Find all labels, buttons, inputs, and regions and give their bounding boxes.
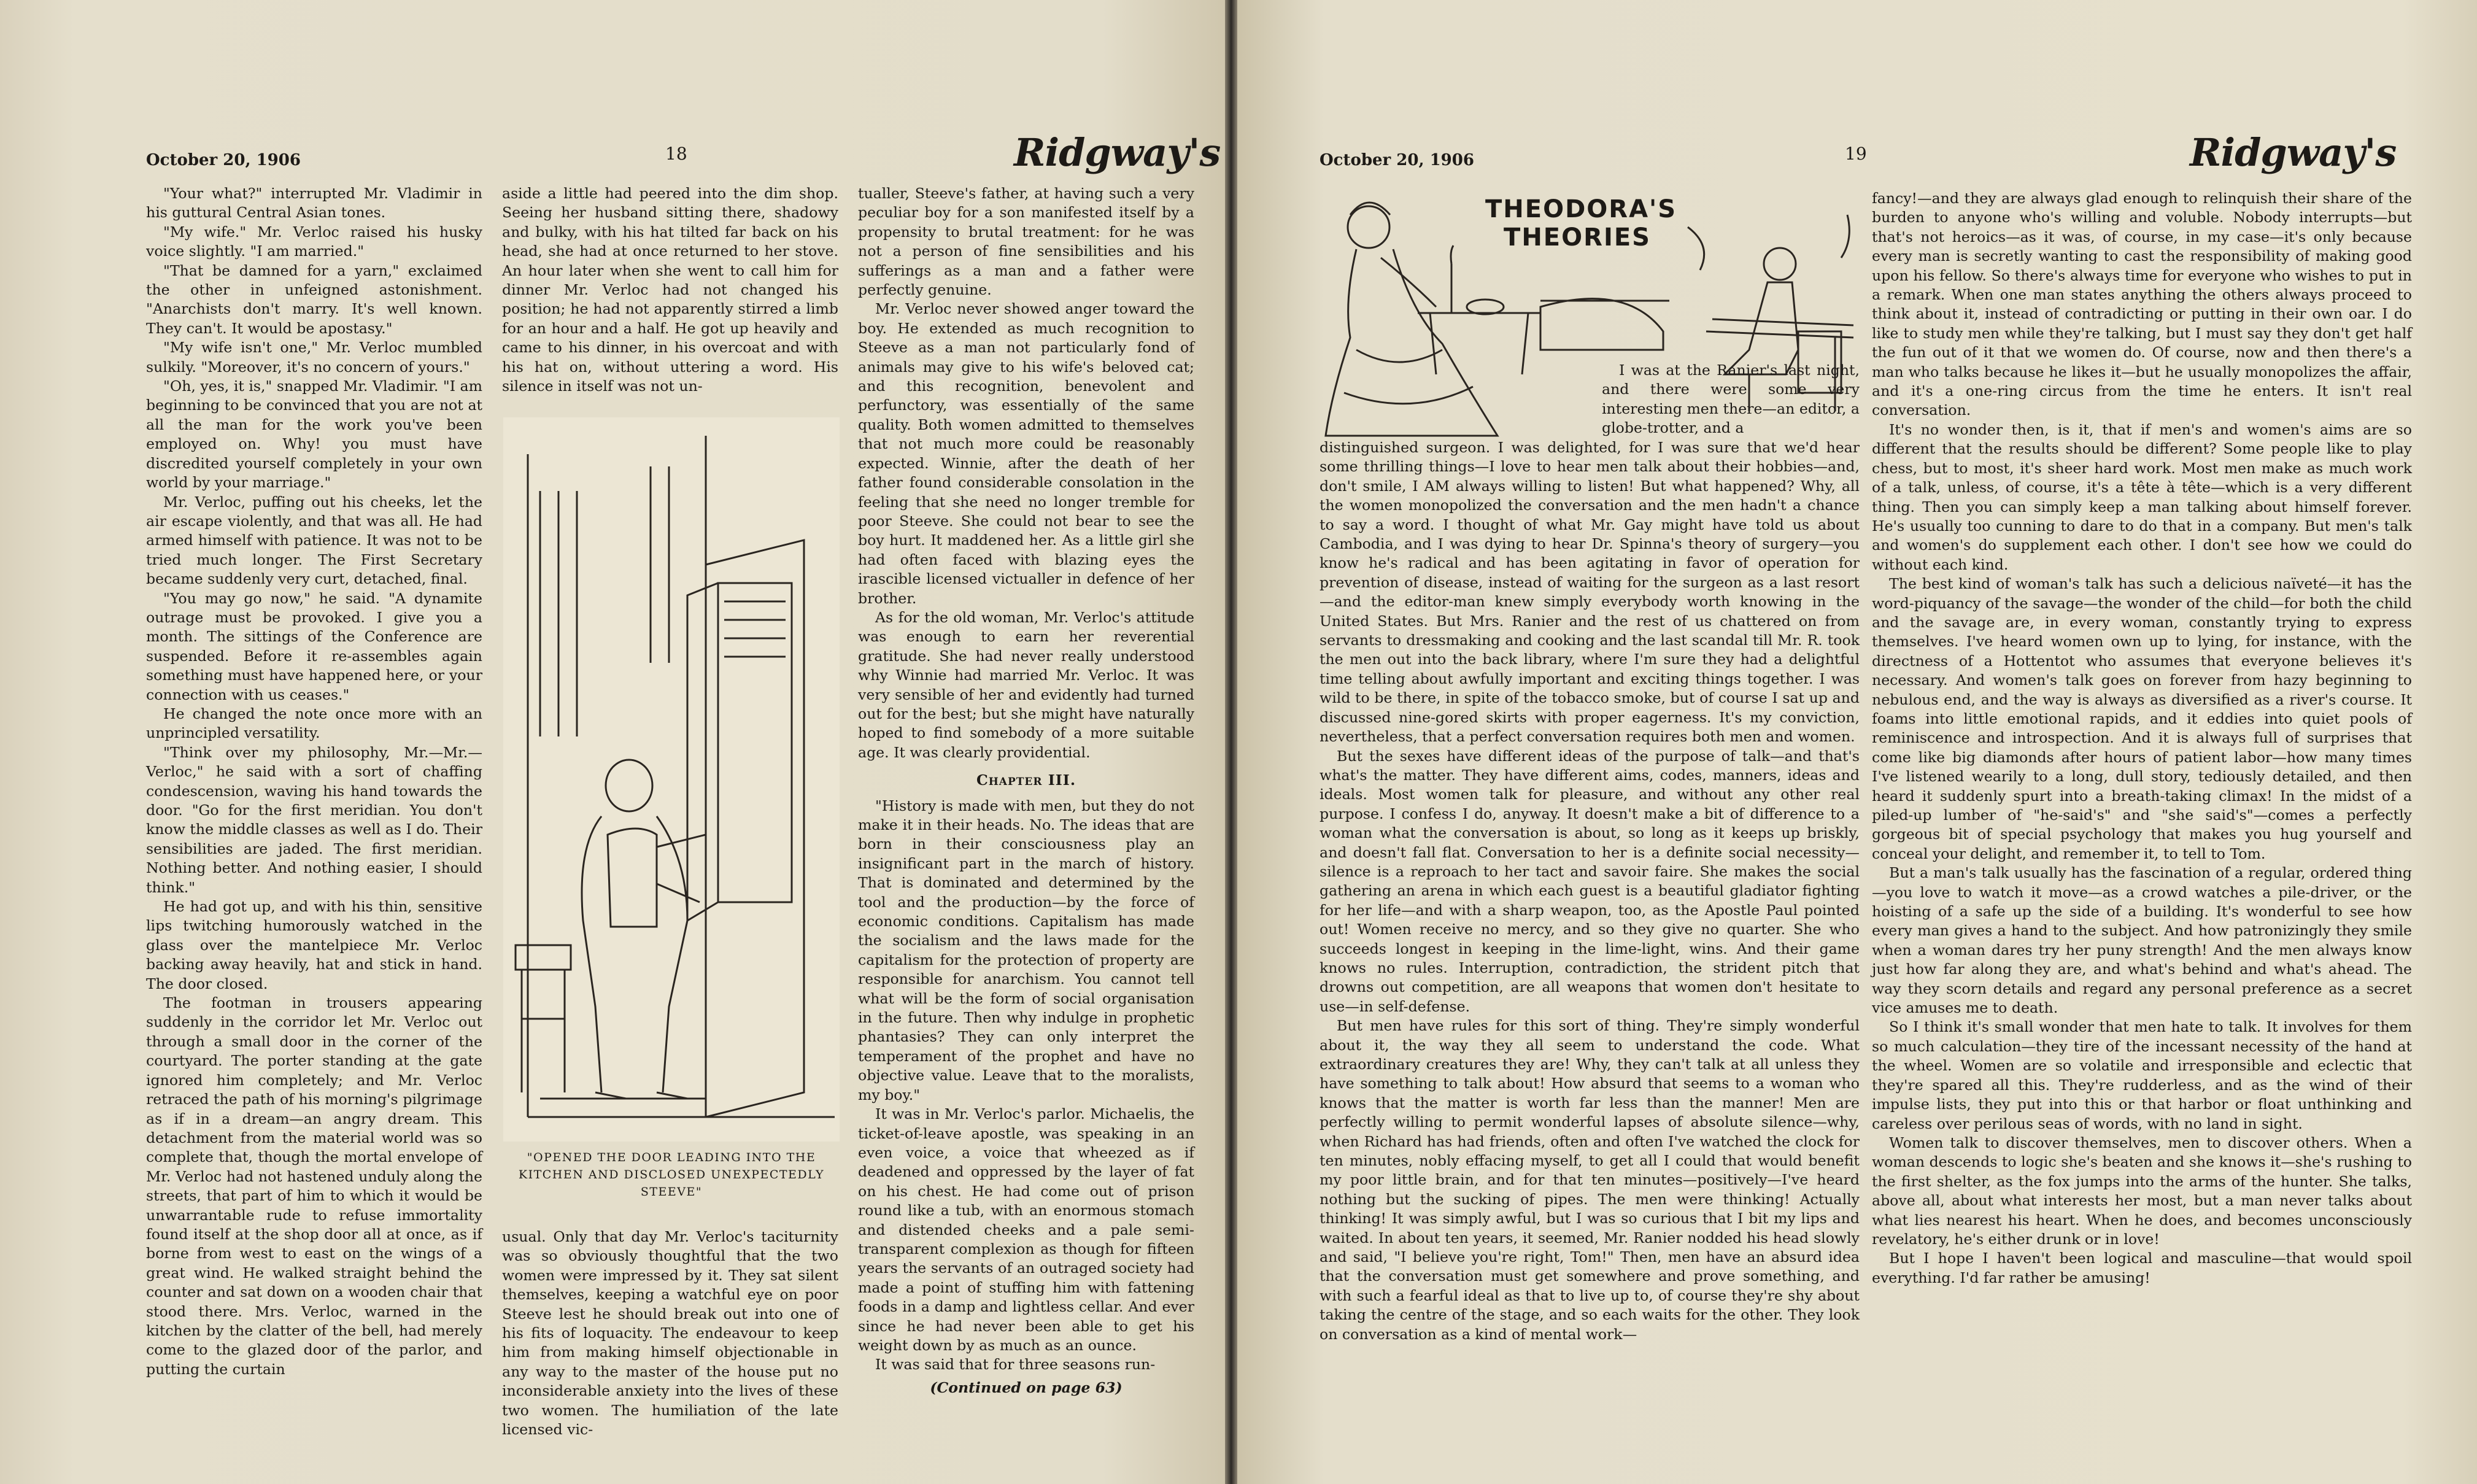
illustration-caption: "OPENED THE DOOR LEADING INTO THE KITCHEN AND DISCLOSED UNEXPECTEDLY STEEVE" [518,1151,825,1199]
continued-notice: (Continued on page 63) [930,1378,1123,1396]
column-1 [1320,438,1860,1344]
paragraph: "That be damned for a yarn," exclaimed the other in unfeigned astonishment. "Anarchists don't marry. It's well known. They can't. It would be apostasy." [146,261,482,337]
paragraph: But a man's talk usually has the fascination of a regular, ordered thing—you love to watch it move—as a crowd watches a pile-driver, or the hoisting of a safe up the side of a building. It's wonderful to see how every man gives a hand to the subject. And how patronizingly they smile when a woman dares try her puny strength! And the men always know just how far along they are, and what's behind and what's ahead. The way they scorn details and regard any personal preference as a secret vice amuses me to death. [1872,864,2412,1017]
title-line-1: THEODORA'S [1485,195,1677,223]
paragraph: As for the old woman, Mr. Verloc's attitude was enough to earn her reverential gratitude. She had never really understood why Winnie had married Mr. Verloc. It was very sensible of her and evidently had turned out for the best; but she might have naturally hoped to find somebody of a more suitable age. It was clearly providential. [858,608,1194,761]
left-page [0,0,1225,1484]
masthead: Ridgway's [2190,130,2397,175]
paragraph: "My wife isn't one," Mr. Verloc mumbled sulkily. "Moreover, it's no concern of yours." [146,339,482,376]
paragraph: Mr. Verloc never showed anger toward the boy. He extended as much recognition to Steeve as a man not particularly fond of animals may give to his wife's beloved cat; and this recognition, benevolent and perfunctory, was essentially of the same quality. Both women admitted to themselves that not much more could be reasonably expected. Winnie, after the death of her father found considerable consolation in the feeling that she need no longer tremble for poor Steeve. She could not bear to see the boy hurt. It maddened her. As a little girl she had often faced with blazing eyes the irascible licensed victualler in defence of her brother. [858,300,1194,607]
paragraph: "Oh, yes, it is," snapped Mr. Vladimir. "I am beginning to be convinced that you are not at all the man for the work you've been employed on. Why! you must have discredited yourself completely in your own world by your marriage." [146,377,482,492]
paragraph: It's no wonder then, is it, that if men's and women's aims are so different that the results should be different? Some people like to play chess, but to most, it's sheer hard work. Most men make as much work of a talk, unless, of course, it's a tête à tête—which is a very different thing. Then you can simply keep a man talking about himself forever. He's usually too cunning to dare to do that in a company. But men's talk and women's do supplement each other. I don't see how we could do without each kind. [1872,420,2412,573]
column-1 [146,184,482,1379]
paragraph: "Your what?" interrupted Mr. Vladimir in his guttural Central Asian tones. [146,185,482,222]
column-2-bottom [502,1227,838,1439]
column-3 [858,184,1194,1397]
masthead: Ridgway's [1014,130,1221,175]
paragraph: "My wife." Mr. Verloc raised his husky voice slightly. "I am married." [146,223,482,260]
article-title [1485,195,1677,252]
paragraph: It was said that for three seasons run- [875,1356,1156,1374]
paragraph: "Think over my philosophy, Mr.—Mr.—Verloc," he said with a sort of chaffing condescension, waving his hand towards the door. "Go for the first meridian. You don't know the middle classes as well as I do. Their sensibilities are jaded. The first meridian. Nothing better. And nothing easier, I should think." [146,743,482,896]
paragraph: "History is made with men, but they do not make it in their heads. No. The ideas that are born in their consciousness play an insignificant part in the march of history. That is dominated and determined by the tool and the production—by the force of economic conditions. Capitalism has made the socialism and the laws made for the capitalism for the protection of property are responsible for anarchism. You cannot tell what will be the form of social organisation in the future. Then why indulge in prophetic phantasies? They can only interpret the temperament of the prophet and have no objective value. Leave that to the moralists, my boy." [858,797,1194,1103]
paragraph: He changed the note once more with an unprincipled versatility. [146,705,482,742]
paragraph: usual. Only that day Mr. Verloc's taciturnity was so obviously thoughtful that the two women were impressed by it. They sat silent themselves, keeping a watchful eye on poor Steeve lest he should break out into one of his fits of loquacity. The endeavour to keep him from making himself objectionable in any way to the master of the house put no inconsiderable anxiety into the lives of these two women. The humiliation of the late licensed vic- [502,1228,838,1439]
page-date: October 20, 1906 [146,151,301,169]
column-2 [1872,189,2412,1288]
paragraph: He had got up, and with his thin, sensitive lips twitching humorously watched in the glass over the mantelpiece Mr. Verloc backing away heavily, hat and stick in hand. The door closed. [146,898,482,992]
paragraph: But the sexes have different ideas of the purpose of talk—and that's what's the matter. They have different aims, codes, manners, ideas and ideals. Most women talk for pleasure, and without any other real purpose. I confess I do, anyway. It doesn't make a bit of difference to a woman what the conversation is about, so long as it keeps up briskly, and doesn't fall flat. Conversation to her is a definite social necessity—silence is a reproach to her tact and savoir faire. She makes the social gathering an arena in which each guest is a beautiful gladiator fighting for her life—and with a sharp weapon, too, as the Apostle Paul pointed out! Women receive no mercy, and so they give no quarter. She who succeeds longest in keeping in the lime-light, wins. And their game knows no rules. Interruption, contradiction, the strident pitch that drowns out competition, are all weapons that women don't hesitate to use—in self-defense. [1320,747,1860,1015]
paragraph: So I think it's small wonder that men hate to talk. It involves for them so much calculation—they tire of the incessant necessity of the hand at the wheel. Women are so volatile and irresponsible and eclectic that they're spared all this. They're rudderless, and as the wind of their impulse lists, they put into this or that harbor or float unthinking and careless over perilous seas of words, with no land in sight. [1872,1018,2412,1132]
right-page [1237,0,2477,1484]
paragraph: "You may go now," he said. "A dynamite outrage must be provoked. I give you a month. The sittings of the Conference are suspended. Before it re-assembles again something must have happened here, or your connection with us ceases." [146,589,482,703]
intro-text [1602,361,1860,438]
paragraph: tualler, Steeve's father, at having such a very peculiar boy for a son manifested itself by a propensity to brutal treatment: for he was not a person of fine sensibilities and his sufferings as a man and a father were perfectly genuine. [858,185,1194,299]
page-number: 18 [665,144,687,164]
paragraph: distinguished surgeon. I was delighted, for I was sure that we'd hear some thrilling things—I love to hear men talk about their hobbies—and, don't smile, I AM always willing to listen! But what happened? Why, all the women monopolized the conversation and the men hadn't a chance to say a word. I thought of what Mr. Gay might have told us about Cambodia, and I was dying to hear Dr. Spinna's theory of surgery—you know he's radical and has been agitating in favor of operation for prevention of disease, instead of waiting for the surgeon as a last resort—and the editor-man knew simply everybody worth knowing in the United States. But Mrs. Ranier and the rest of us chattered on from servants to dressmaking and cooking and the last scandal till Mr. R. took the men out into the back library, where I'm sure they had a delightful time telling about awfully important and exciting things together. I was wild to be there, in spite of the tobacco smoke, but of course I sat up and discussed nine-gored skirts with proper eagerness. It's my conviction, nevertheless, that a perfect conversation requires both men and women. [1320,439,1860,746]
paragraph: The footman in trousers appearing suddenly in the corridor let Mr. Verloc out through a small door in the corner of the courtyard. The porter standing at the gate ignored him completely; and Mr. Verloc retraced the path of his morning's pilgrimage as if in a dream—an angry dream. This detachment from the material world was so complete that, though the mortal envelope of Mr. Verloc had not hastened unduly along the streets, that part of him to which it would be unwarrantable rude to refuse immortality found itself at the shop door all at once, as if borne from west to east on the wings of a great wind. He walked straight behind the counter and sat down on a wooden chair that stood there. Mrs. Verloc, warned in the kitchen by the clatter of the bell, had merely come to the glazed door of the parlor, and putting the curtain [146,994,482,1378]
story-illustration [503,417,840,1142]
paragraph: But men have rules for this sort of thing. They're simply wonderful about it, the way they all seem to understand the code. What extraordinary creatures they are! Why, they can't talk at all unless they have something to talk about! How absurd that seems to a woman who knows that the matter is worth far less than the manner! Men are perfectly willing to permit wonderful lapses of absolute silence—why, when Richard has had friends, often and often I've watched the clock for ten minutes, nobly effacing myself, to get all I could that would benefit my poor little brain, and for that ten minutes—positively—I've heard nothing but the sucking of pipes. The men were thinking! Actually thinking! It was simply awful, but I was so curious that I bit my lips and waited. In about ten years, it seemed, Mr. Ranier nodded his head slowly and said, "I believe you're right, Tom!" Then, men have an absurd idea that the conversation must get somewhere and prove something, and with such a fearful ideal as that to live up to, of course they're shy about taking the centre of the stage, and so each waits for the other. They look on conversation as a kind of mental work— [1320,1017,1860,1343]
page-date: October 20, 1906 [1320,151,1474,169]
column-2-top [502,184,838,396]
paragraph: The best kind of woman's talk has such a delicious naïveté—it has the word-piquancy of the savage—the wonder of the child—for both the child and the savage are, in every woman, constantly trying to express themselves. I've heard women own up to lying, for instance, with the directness of a Hottentot who assumes that everyone believes it's necessary. And women's talk goes on forever from hazy beginning to nebulous end, and the way is always as diversified as a river's course. It foams into little emotional rapids, and it eddies into quiet pools of reminiscence and introspection. And it is always full of surprises that come like big diamonds after hours of patient labor—how many times I've listened wearily to a long, dull story, tediously detailed, and then heard it suddenly spurt into a breath-taking climax! In the midst of a piled-up lumber of "he-said's" and "she said's"—comes a perfectly gorgeous bit of special psychology that makes you hug yourself and conceal your delight, and remember it, to tell to Tom. [1872,575,2412,862]
page-number: 19 [1845,144,1867,164]
paragraph: But I hope I haven't been logical and masculine—that would spoil everything. I'd far rather be amusing! [1872,1250,2412,1286]
paragraph: Women talk to discover themselves, men to discover others. When a woman descends to logic she's beaten and she knows it—she's rushing to the first shelter, as the fox jumps into the arms of the hunter. She talks, above all, about what interests her most, but a man never talks about what lies nearest his heart. When he does, and becomes unconsciously revelatory, he's either drunk or in love! [1872,1134,2412,1248]
paragraph: fancy!—and they are always glad enough to relinquish their share of the burden to anyone who's willing and voluble. Nobody interrupts—but that's not heroics—as it was, of course, in my case—it's only because every man is secretly wanting to cast the responsibility of making good upon his fellow. So there's always time for everyone who wishes to put in a remark. When one man states anything the others always proceed to think about it, instead of contradicting or putting in their own oar. I do like to study men while they're talking, but I must say they don't get half the fun out of it that we women do. Of course, now and then there's a man who talks because he likes it—but he usually monopolizes the affair, and it's a one-ring circus from the time he enters. It isn't real conversation. [1872,190,2412,419]
intro-paragraph: I was at the Ranier's last night, and there were some very interesting men there—an editor, a globe-trotter, and a [1602,361,1860,437]
chapter-heading: Chapter III. [976,771,1076,789]
paragraph: It was in Mr. Verloc's parlor. Michaelis, the ticket-of-leave apostle, was speaking in an even voice, a voice that wheezed as if deadened and oppressed by the layer of fat on his chest. He had come out of prison round like a tub, with an enormous stomach and distended cheeks and a pale semi-transparent complexion as though for fifteen years the servants of an outraged society had made a point of stuffing him with fattening foods in a damp and lightless cellar. And ever since he had never been able to get his weight down by as much as an ounce. [858,1105,1194,1354]
paragraph: aside a little had peered into the dim shop. Seeing her husband sitting there, shadowy and bulky, with his hat tilted far back on his head, she had at once returned to her stove. An hour later when she went to call him for dinner Mr. Verloc had not changed his position; he had not apparently stirred a limb for an hour and a half. He got up heavily and came to his dinner, in his overcoat and with his hat on, without uttering a word. His silence in itself was not un- [502,185,838,395]
book-gutter [1225,0,1237,1484]
title-line-2: THEORIES [1504,223,1651,252]
paragraph: Mr. Verloc, puffing out his cheeks, let the air escape violently, and that was all. He had armed himself with patience. It was not to be tried much longer. The First Secretary became suddenly very curt, detached, final. [146,493,482,588]
